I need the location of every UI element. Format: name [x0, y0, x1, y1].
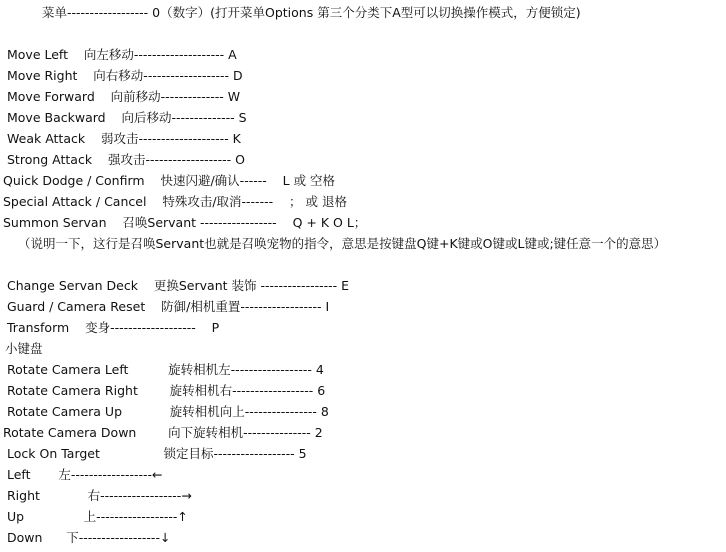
- menu-header-line: 菜单------------------ 0（数字）(打开菜单Options 第三个分类下A型可以切换操作模式，方便锁定): [42, 5, 581, 20]
- control-right: Right 右------------------→: [7, 488, 192, 503]
- control-quick-dodge: Quick Dodge / Confirm 快速闪避/确认------ L 或 空格: [3, 173, 336, 188]
- numpad-label: 小键盘: [5, 341, 43, 356]
- control-rotate-camera-up: Rotate Camera Up 旋转相机向上---------------- 8: [7, 404, 329, 419]
- control-transform: Transform 变身------------------- P: [7, 320, 220, 335]
- control-guard-camera-reset: Guard / Camera Reset 防御/相机重置------------------ I: [7, 299, 330, 314]
- control-lock-on-target: Lock On Target 锁定目标------------------ 5: [7, 446, 307, 461]
- control-rotate-camera-down: Rotate Camera Down 向下旋转相机--------------- 2: [3, 425, 323, 440]
- control-down: Down 下------------------↓: [7, 530, 171, 545]
- control-summon-servan: Summon Servan 召唤Servant ----------------- Q + K O L；: [3, 215, 367, 230]
- control-rotate-camera-right: Rotate Camera Right 旋转相机右------------------ 6: [7, 383, 326, 398]
- control-special-attack: Special Attack / Cancel 特殊攻击/取消------- ； 或 退格: [3, 194, 347, 209]
- control-move-left: Move Left 向左移动-------------------- A: [7, 47, 237, 62]
- control-move-right: Move Right 向右移动------------------- D: [7, 68, 243, 83]
- control-weak-attack: Weak Attack 弱攻击-------------------- K: [7, 131, 241, 146]
- control-move-backward: Move Backward 向后移动-------------- S: [7, 110, 247, 125]
- control-up: Up 上------------------↑: [7, 509, 188, 524]
- summon-note: （说明一下，这行是召唤Servant也就是召唤宠物的指令，意思是按键盘Q键+K键或O键或L键或;键任意一个的意思）: [18, 236, 667, 251]
- control-change-servan-deck: Change Servan Deck 更换Servant 装饰 ----------------- E: [7, 278, 350, 293]
- control-strong-attack: Strong Attack 强攻击------------------- O: [7, 152, 245, 167]
- control-move-forward: Move Forward 向前移动-------------- W: [7, 89, 241, 104]
- control-rotate-camera-left: Rotate Camera Left 旋转相机左------------------ 4: [7, 362, 324, 377]
- control-left: Left 左------------------←: [7, 467, 163, 482]
